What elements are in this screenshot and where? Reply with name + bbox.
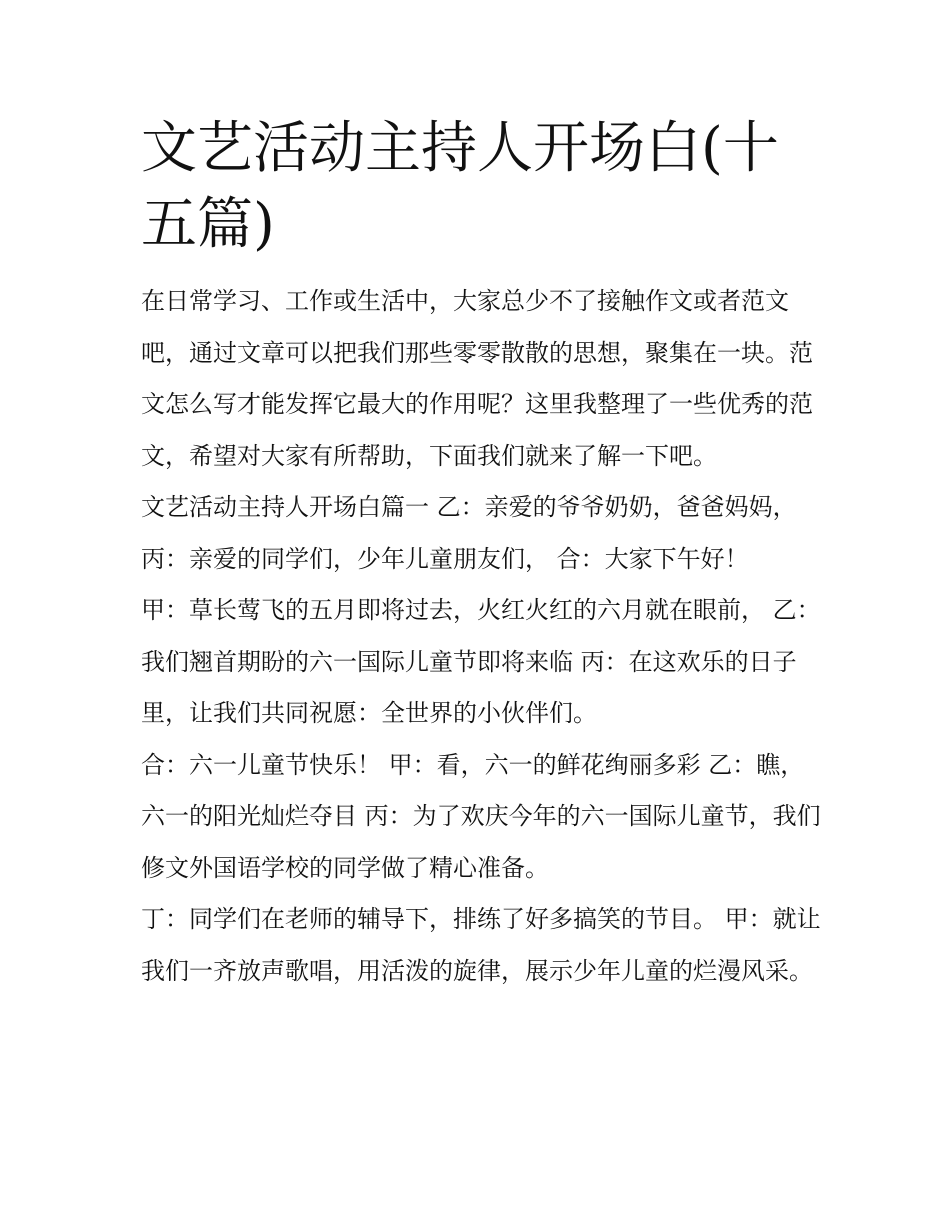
- paragraph-intro: 在日常学习、工作或生活中，大家总少不了接触作文或者范文吧，通过文章可以把我们那些零零散散的思想，聚集在一块。范文怎么写才能发挥它最大的作用呢？这里我整理了一些优秀的范文，希望对大家有所帮助，下面我们就来了解一下吧。: [141, 287, 813, 470]
- paragraph-performance: 丁：同学们在老师的辅导下，排练了好多搞笑的节目。 甲：就让我们一齐放声歌唱，用活泼的旋律，展示少年儿童的烂漫风采。: [141, 905, 821, 985]
- document-body: [141, 276, 821, 997]
- paragraph-celebration: 合：六一儿童节快乐！ 甲：看，六一的鲜花绚丽多彩 乙：瞧，六一的阳光灿烂夺目 丙：为了欢庆今年的六一国际儿童节，我们修文外国语学校的同学做了精心准备。: [141, 750, 821, 882]
- paragraph-greeting: 文艺活动主持人开场白篇一 乙：亲爱的爷爷奶奶，爸爸妈妈， 丙：亲爱的同学们，少年儿童朋友们， 合：大家下午好！: [141, 493, 797, 573]
- document-title: 文艺活动主持人开场白(十五篇): [141, 116, 779, 257]
- paragraph-june: 甲：草长莺飞的五月即将过去，火红火红的六月就在眼前， 乙：我们翘首期盼的六一国际儿童节即将来临 丙：在这欢乐的日子里，让我们共同祝愿：全世界的小伙伴们。: [141, 596, 821, 727]
